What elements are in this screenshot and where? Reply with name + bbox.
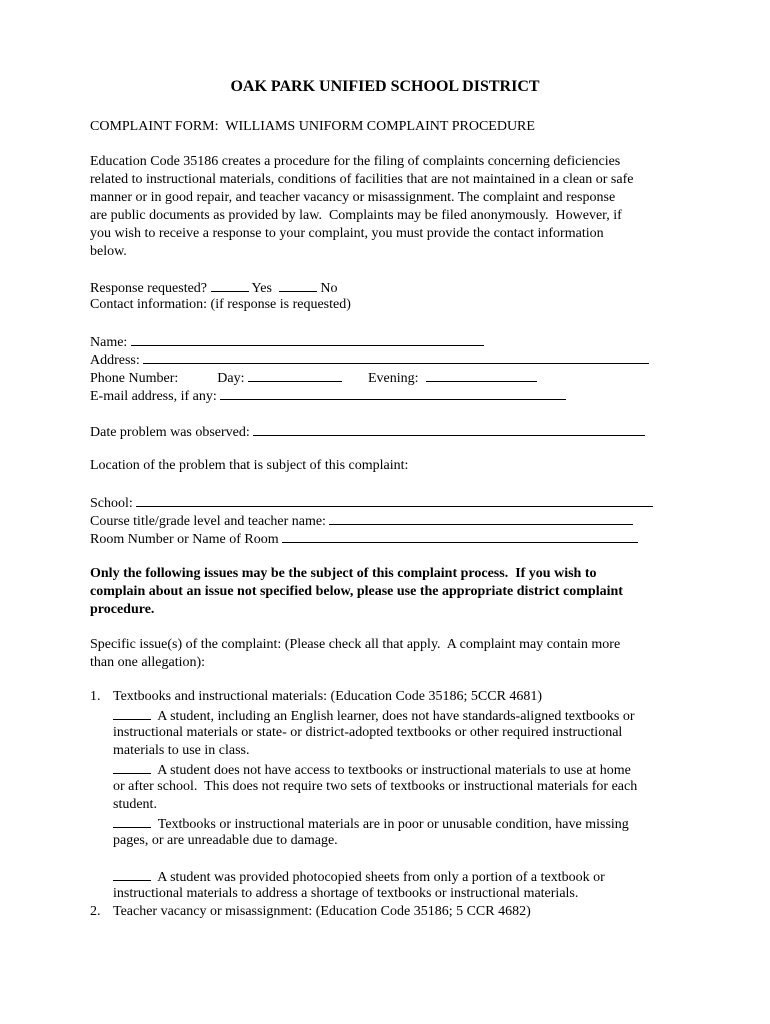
name-row bbox=[90, 332, 484, 352]
issue-1-option-3 bbox=[113, 814, 629, 834]
response-no-blank[interactable] bbox=[279, 278, 317, 292]
course-field[interactable] bbox=[329, 511, 633, 525]
school-row bbox=[90, 493, 653, 513]
room-row bbox=[90, 529, 638, 549]
evening-label: Evening: bbox=[367, 371, 419, 386]
school-field[interactable] bbox=[136, 493, 653, 507]
email-label: E-mail address, if any: bbox=[90, 389, 217, 404]
option-text: instructional materials or state- or district-adopted textbooks or other required instructional bbox=[113, 725, 623, 740]
intro-line: related to instructional materials, conditions of facilities that are not maintained in a clean or safe bbox=[90, 172, 634, 187]
day-label: Day: bbox=[217, 371, 245, 386]
option-text: Textbooks or instructional materials are in poor or unusable condition, have missing bbox=[157, 817, 629, 832]
response-no-label: No bbox=[320, 281, 338, 296]
notice-line: Only the following issues may be the subject of this complaint process. If you wish to bbox=[90, 566, 597, 581]
page-title: OAK PARK UNIFIED SCHOOL DISTRICT bbox=[230, 78, 540, 95]
address-row bbox=[90, 350, 649, 370]
intro-line: below. bbox=[90, 244, 127, 259]
course-row bbox=[90, 511, 633, 531]
issue-1-option-1 bbox=[113, 706, 635, 726]
intro-line: Education Code 35186 creates a procedure for the filing of complaints concerning deficiencies bbox=[90, 154, 621, 169]
response-question: Response requested? bbox=[90, 281, 208, 296]
option-text: pages, or are unreadable due to damage. bbox=[113, 833, 338, 848]
issue-1-option-4-check[interactable] bbox=[113, 867, 151, 881]
response-yes-blank[interactable] bbox=[211, 278, 249, 292]
day-phone-field[interactable] bbox=[248, 368, 342, 382]
issue-1-number: 1. bbox=[90, 689, 101, 704]
issue-1-option-1-check[interactable] bbox=[113, 706, 151, 720]
school-label: School: bbox=[90, 496, 133, 511]
issue-1-option-3-check[interactable] bbox=[113, 814, 151, 828]
email-field[interactable] bbox=[220, 386, 566, 400]
option-text: instructional materials to address a shortage of textbooks or instructional materials. bbox=[113, 886, 579, 901]
issue-1-option-2 bbox=[113, 760, 631, 780]
issue-1-option-2-check[interactable] bbox=[113, 760, 151, 774]
intro-line: are public documents as provided by law. Complaints may be filed anonymously. However, if bbox=[90, 208, 622, 223]
intro-line: manner or in good repair, and teacher vacancy or misassignment. The complaint and response bbox=[90, 190, 616, 205]
option-text: A student, including an English learner, does not have standards-aligned textbooks or bbox=[157, 709, 635, 724]
option-text: A student does not have access to textbooks or instructional materials to use at home bbox=[157, 763, 631, 778]
issue-1-heading: Textbooks and instructional materials: (Education Code 35186; 5CCR 4681) bbox=[113, 689, 543, 704]
issue-2-number: 2. bbox=[90, 904, 101, 919]
option-text: A student was provided photocopied sheets from only a portion of a textbook or bbox=[157, 870, 605, 885]
room-label: Room Number or Name of Room bbox=[90, 532, 279, 547]
specific-issues-line: than one allegation): bbox=[90, 655, 206, 670]
form-name: COMPLAINT FORM: WILLIAMS UNIFORM COMPLAINT PROCEDURE bbox=[90, 119, 535, 134]
date-field[interactable] bbox=[253, 422, 645, 436]
location-heading: Location of the problem that is subject of this complaint: bbox=[90, 458, 409, 473]
response-yes-label: Yes bbox=[251, 281, 272, 296]
option-text: student. bbox=[113, 797, 157, 812]
address-field[interactable] bbox=[143, 350, 649, 364]
notice-line: procedure. bbox=[90, 602, 155, 617]
response-requested-row bbox=[90, 278, 338, 298]
course-label: Course title/grade level and teacher name: bbox=[90, 514, 326, 529]
date-label: Date problem was observed: bbox=[90, 425, 250, 440]
room-field[interactable] bbox=[282, 529, 638, 543]
contact-info-label: Contact information: (if response is requested) bbox=[90, 297, 351, 312]
date-row bbox=[90, 422, 645, 442]
phone-row bbox=[90, 368, 537, 388]
name-label: Name: bbox=[90, 335, 128, 350]
option-text: materials to use in class. bbox=[113, 743, 250, 758]
issue-2-heading: Teacher vacancy or misassignment: (Education Code 35186; 5 CCR 4682) bbox=[113, 904, 531, 919]
intro-line: you wish to receive a response to your complaint, you must provide the contact information bbox=[90, 226, 604, 241]
address-label: Address: bbox=[90, 353, 140, 368]
notice-line: complain about an issue not specified below, please use the appropriate district complaint bbox=[90, 584, 623, 599]
specific-issues-line: Specific issue(s) of the complaint: (Please check all that apply. A complaint may contain more bbox=[90, 637, 621, 652]
option-text: or after school. This does not require two sets of textbooks or instructional materials for each bbox=[113, 779, 638, 794]
name-field[interactable] bbox=[131, 332, 484, 346]
evening-phone-field[interactable] bbox=[426, 368, 537, 382]
issue-1-option-4 bbox=[113, 867, 605, 887]
phone-label: Phone Number: bbox=[90, 371, 179, 386]
email-row bbox=[90, 386, 566, 406]
